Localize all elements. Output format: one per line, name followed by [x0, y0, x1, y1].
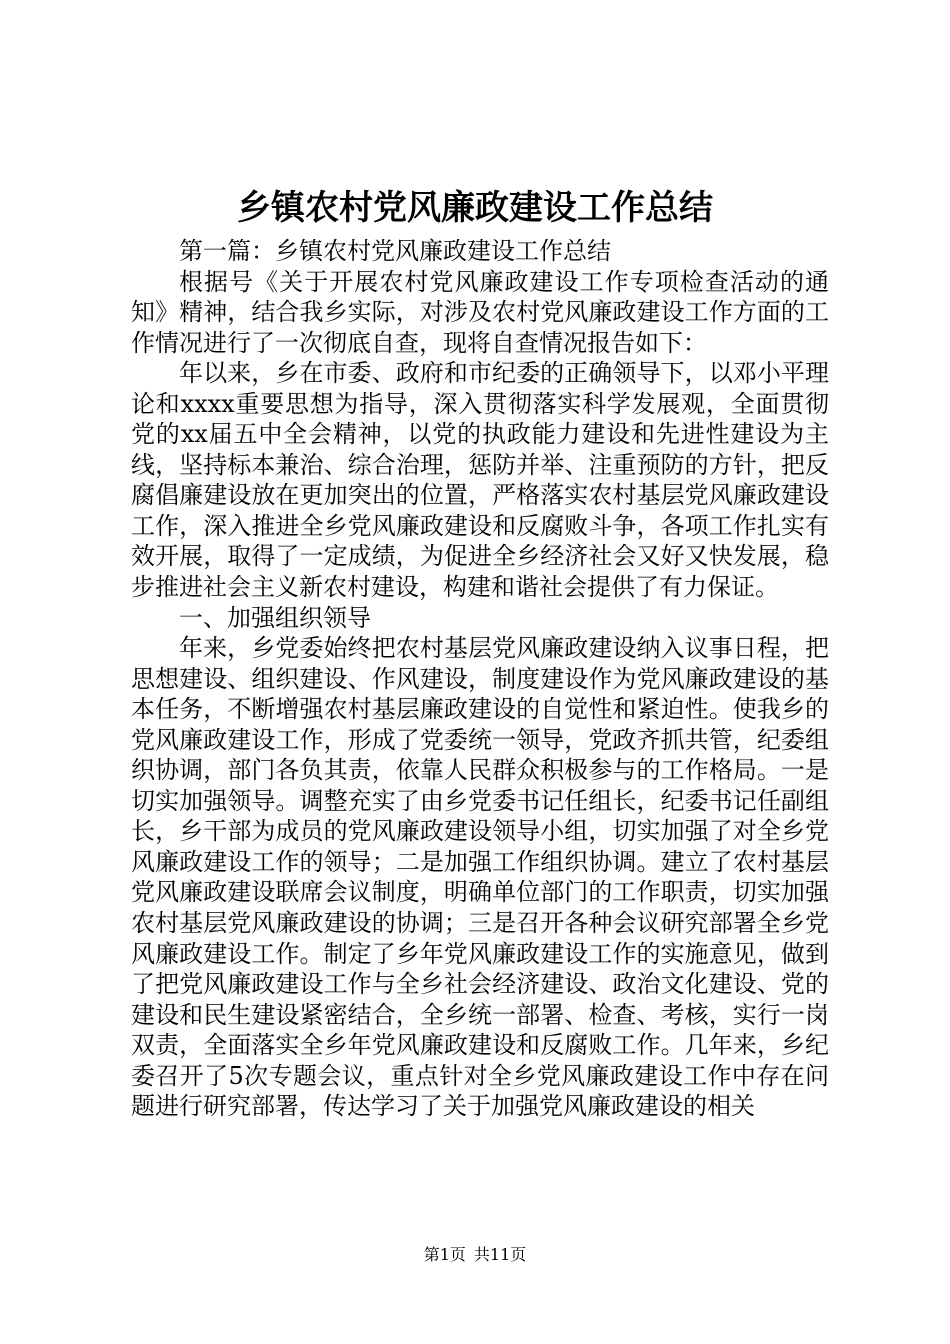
- paragraph-organization: 年来，乡党委始终把农村基层党风廉政建设纳入议事日程，把思想建设、组织建设、作风建设，制度建设作为党风廉政建设的基本任务，不断增强农村基层廉政建设的自觉性和紧迫性。使我乡的党风廉政建设工作，形成了党委统一领导，党政齐抓共管，纪委组织协调，部门各负其责，依靠人民群众积极参与的工作格局。一是切实加强领导。调整充实了由乡党委书记任组长，纪委书记任副组长，乡干部为成员的党风廉政建设领导小组，切实加强了对全乡党风廉政建设工作的领导；二是加强工作组织协调。建立了农村基层党风廉政建设联席会议制度，明确单位部门的工作职责，切实加强农村基层党风廉政建设的协调；三是召开各种会议研究部署全乡党风廉政建设工作。制定了乡年党风廉政建设工作的实施意见，做到了把党风廉政建设工作与全乡社会经济建设、政治文化建设、党的建设和民生建设紧密结合，全乡统一部署、检查、考核，实行一岗双责，全面落实全乡年党风廉政建设和反腐败工作。几年来，乡纪委召开了5次专题会议，重点针对全乡党风廉政建设工作中存在问题进行研究部署，传达学习了关于加强党风廉政建设的相关: [131, 634, 829, 1121]
- paragraph-intro: 根据号《关于开展农村党风廉政建设工作专项检查活动的通知》精神，结合我乡实际，对涉及农村党风廉政建设工作方面的工作情况进行了一次彻底自查，现将自查情况报告如下：: [131, 267, 829, 357]
- page-total: 共11页: [473, 1245, 527, 1264]
- paragraph-overview: 年以来，乡在市委、政府和市纪委的正确领导下，以邓小平理论和xxxx重要思想为指导，深入贯彻落实科学发展观，全面贯彻党的xx届五中全会精神，以党的执政能力建设和先进性建设为主线，坚持标本兼治、综合治理，惩防并举、注重预防的方针，把反腐倡廉建设放在更加突出的位置，严格落实农村基层党风廉政建设工作，深入推进全乡党风廉政建设和反腐败斗争，各项工作扎实有效开展，取得了一定成绩，为促进全乡经济社会又好又快发展，稳步推进社会主义新农村建设，构建和谐社会提供了有力保证。: [131, 359, 829, 602]
- page-number: 第1页: [423, 1245, 466, 1264]
- paragraph-subheading: 一、加强组织领导: [179, 603, 371, 632]
- paragraph-section-heading: 第一篇：乡镇农村党风廉政建设工作总结: [179, 237, 611, 265]
- document-title: 乡镇农村党风廉政建设工作总结: [237, 188, 713, 228]
- document-body: [131, 236, 829, 1122]
- page-footer: [0, 1244, 950, 1266]
